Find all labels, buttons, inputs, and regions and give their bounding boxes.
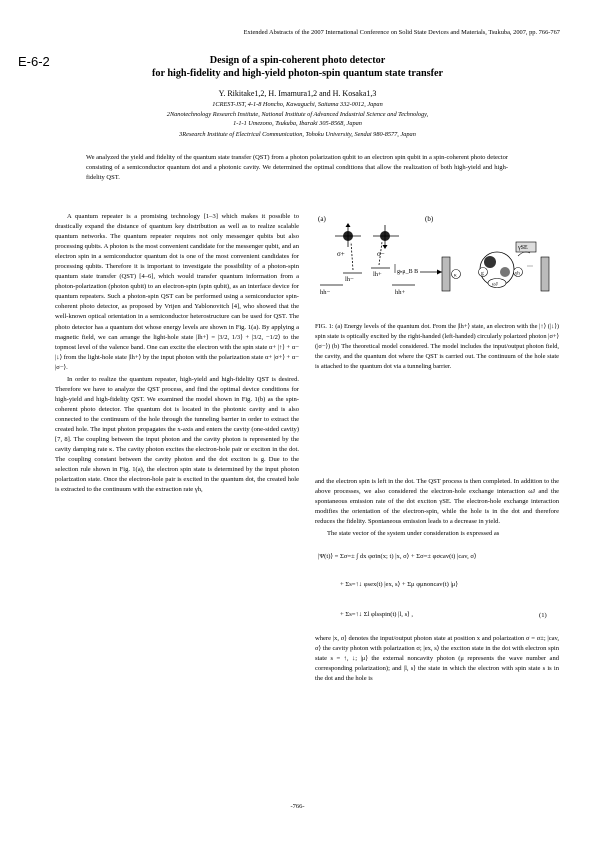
paragraph-after-equation: where |x, σ⟩ denotes the input/output photon state at position x and polarization σ = σ±; |cav, σ⟩ the cavity photon with polarization σ; |ex, s⟩ the exciton state in the dot with electron spin state s = ↑, ↓; |μ⟩ the external noncavity photon (μ represents the wave number and corresponding polarization); and |l, s⟩ the state in which the electron with spin state s is in the dot and the hole is <box>315 635 559 683</box>
input-arrow-icon <box>437 270 442 275</box>
kappa-label: κ <box>454 272 457 279</box>
g-label: g <box>481 270 484 277</box>
equation-line-2: + Σs=↑↓ φsex(t) |ex, s⟩ + Σμ φμnoncav(t) |μ⟩ <box>340 581 458 588</box>
figure-1-svg <box>315 212 559 317</box>
left-column <box>55 212 299 495</box>
emission-arrow <box>518 252 530 256</box>
right-column <box>315 477 559 539</box>
paragraph-state-vector: The state vector of the system under consideration is expressed as <box>327 530 500 538</box>
sigma-minus-label: σ− <box>377 250 385 258</box>
cavity-model-diagram <box>420 242 549 291</box>
hole-icon <box>500 267 510 277</box>
lh-plus-label: lh+ <box>373 271 382 278</box>
author-list: Y. Rikitake1,2, H. Imamura1,2 and H. Kosaka1,3 <box>218 89 377 98</box>
paragraph-intro: A quantum repeater is a promising technology [1–3] which makes it possible to drastically expand the distance of quantum key distribution as well as to realize scalable quantum networks. The quantum repeater requires not only messenger qubits but also processing qubits. A photon is the most convenient candidate for the messenger qubit, and an electron spin in a semiconductor quantum dot is one of the most convenient candidates for processing qubits. Therefore it is important to investigate the possibility of a photon-spin quantum state transfer (QST) [4–6], which would transfer quantum information from a photon-polarization (photon qubit) to an electron-spin (spin qubit), as an interface device for quantum repeaters. Such a photon-spin QST can be performed using a semiconductor spin-coherent photo detector, as proposed by Vrijen and Yablonovitch [4], who showed that the well-known optical orientation in a semiconductor heterostructure can be used for QST. The photo detector has a quantum dot whose energy levels are shown in Fig. 1(a). By applying a magnetic field, we can arrange the light-hole state |lh+⟩ = |3/2, 1/3⟩ + |3/2, −1/2⟩ to the topmost level of the valence band. One can excite the electron with the spin state α+ |↑⟩ + α− |↓⟩ from the light-hole state |lh+⟩ by the input photon with the polarization state α+ |σ+⟩ + α− |σ−⟩. <box>55 213 299 371</box>
sigma-plus-transition <box>351 242 353 270</box>
hh-plus-label: hh+ <box>395 289 406 296</box>
gamma-se-label: γSE <box>518 245 528 251</box>
affiliation-1: 1CREST-JST, 4-1-8 Honcho, Kawaguchi, Saitama 332-0012, Japan <box>212 101 383 108</box>
omega-j-label: ωJ <box>492 281 498 288</box>
paper-title <box>60 54 535 80</box>
affiliation-2: 2Nanotechnology Research Institute, National Institute of Advanced Industrial Science and Technology, <box>166 111 429 118</box>
spin-down-electron-icon <box>380 225 390 249</box>
abstract: We analyzed the yield and fidelity of the quantum state transfer (QST) from a photon polarization qubit to an electron spin qubit in a spin-coherent photo detector consisting of a semiconductor quantum dot and a photonic cavity. We determined the optimal conditions that allow the realization of both high-yield and high-fidelity QST. <box>86 154 508 181</box>
zeeman-label: gₕμ_B B <box>397 269 419 275</box>
conference-header: Extended Abstracts of the 2007 International Conference on Solid State Devices and Materials, Tsukuba, 2007, pp. 766-767 <box>243 29 560 36</box>
cavity-mirror-right <box>541 257 549 291</box>
panel-b-label: (b) <box>425 215 434 223</box>
cavity-mirror-left <box>442 257 450 291</box>
sigma-plus-label: σ+ <box>337 250 345 258</box>
paragraph-model: In order to realize the quantum repeater, high-yield and high-fidelity QST is desired. Therefore we have to analyze the QST process, and find the optimal device conditions for high-yield and high-fidelity QST. We examined the model shown in Fig. 1(b) as the spin-coherent photo detector. The quantum dot is located in the photonic cavity and is also connected to the continuum of the hole through the tunneling barrier in order to extract the created hole. The input photon propagates the x-axis and enters the cavity (one-sided cavity) [7, 8]. The coupling between the input photon and the cavity photon is represented by the cavity damping rate κ. The cavity photon excites the electron-hole pair or exciton in the dot. The coupling constant between the cavity photon and the dot exciton is g. Due to the selection rule shown in Fig. 1(a), the electron spin state is determined by the input photon polarization state. Once the electron-hole pair is excited in the quantum dot, the created hole is extracted to the continuum with the extraction rate γh, <box>55 375 299 494</box>
figure-1-caption: FIG. 1: (a) Energy levels of the quantum dot. From the |lh+⟩ state, an electron with the |↑⟩ (|↓⟩) spin state is optically excited by the right-handed (left-handed) circularly polarized photon |σ+⟩ (|σ−⟩) (b) The theoretical model considered. The model includes the input/output photon field, the cavity, and the quantum dot where the QST is carried out. The continuum of the hole state is attached to the quantum dot via a tunneling barrier. <box>315 323 559 370</box>
title-line-2: for high-fidelity and high-yield photon-spin quantum state transfer <box>151 68 444 79</box>
equation-line-1: |Ψ(t)⟩ = Σσ=± ∫ dx φσin(x; t) |x, σ⟩ + Σσ=± φσcav(t) |cav, σ⟩ <box>318 553 477 560</box>
continuum-dots: ⋯ <box>527 264 533 270</box>
title-line-1: Design of a spin-coherent photo detector <box>209 55 386 66</box>
paper-code: E-6-2 <box>18 54 50 69</box>
electron-icon <box>484 256 496 268</box>
lh-minus-label: lh− <box>345 276 354 283</box>
figure-1 <box>315 212 559 317</box>
gamma-h-label: γh <box>515 271 520 277</box>
equation-number: (1) <box>539 612 547 619</box>
affiliation-3: 3Research Institute of Electrical Communication, Tohoku University, Sendai 980-8577, Japan <box>179 131 416 138</box>
equation-line-3: + Σs=↑↓ Σl φlsspin(t) |l, s⟩ , <box>340 611 414 618</box>
affiliation-2-cont: 1-1-1 Umezono, Tsukuba, Ibaraki 305-8568, Japan <box>233 120 362 127</box>
spin-up-electron-icon <box>343 223 353 247</box>
page-number: -766- <box>290 803 305 810</box>
panel-a-label: (a) <box>318 215 326 223</box>
paragraph-continuation: and the electron spin is left in the dot. The QST process is then completed. In addition to the above processes, we also considered the electron-hole exchange interaction ωJ and the spontaneous emission rate of the dot exciton γSE. The electron-hole exchange interaction modifies the orientation of the electron-spin, while the hole is in the dot and therefore reduces the fidelity. Spontaneous emission leads to a decrease in yield. <box>315 478 559 526</box>
energy-level-diagram <box>320 223 418 296</box>
hh-minus-label: hh− <box>320 289 331 296</box>
